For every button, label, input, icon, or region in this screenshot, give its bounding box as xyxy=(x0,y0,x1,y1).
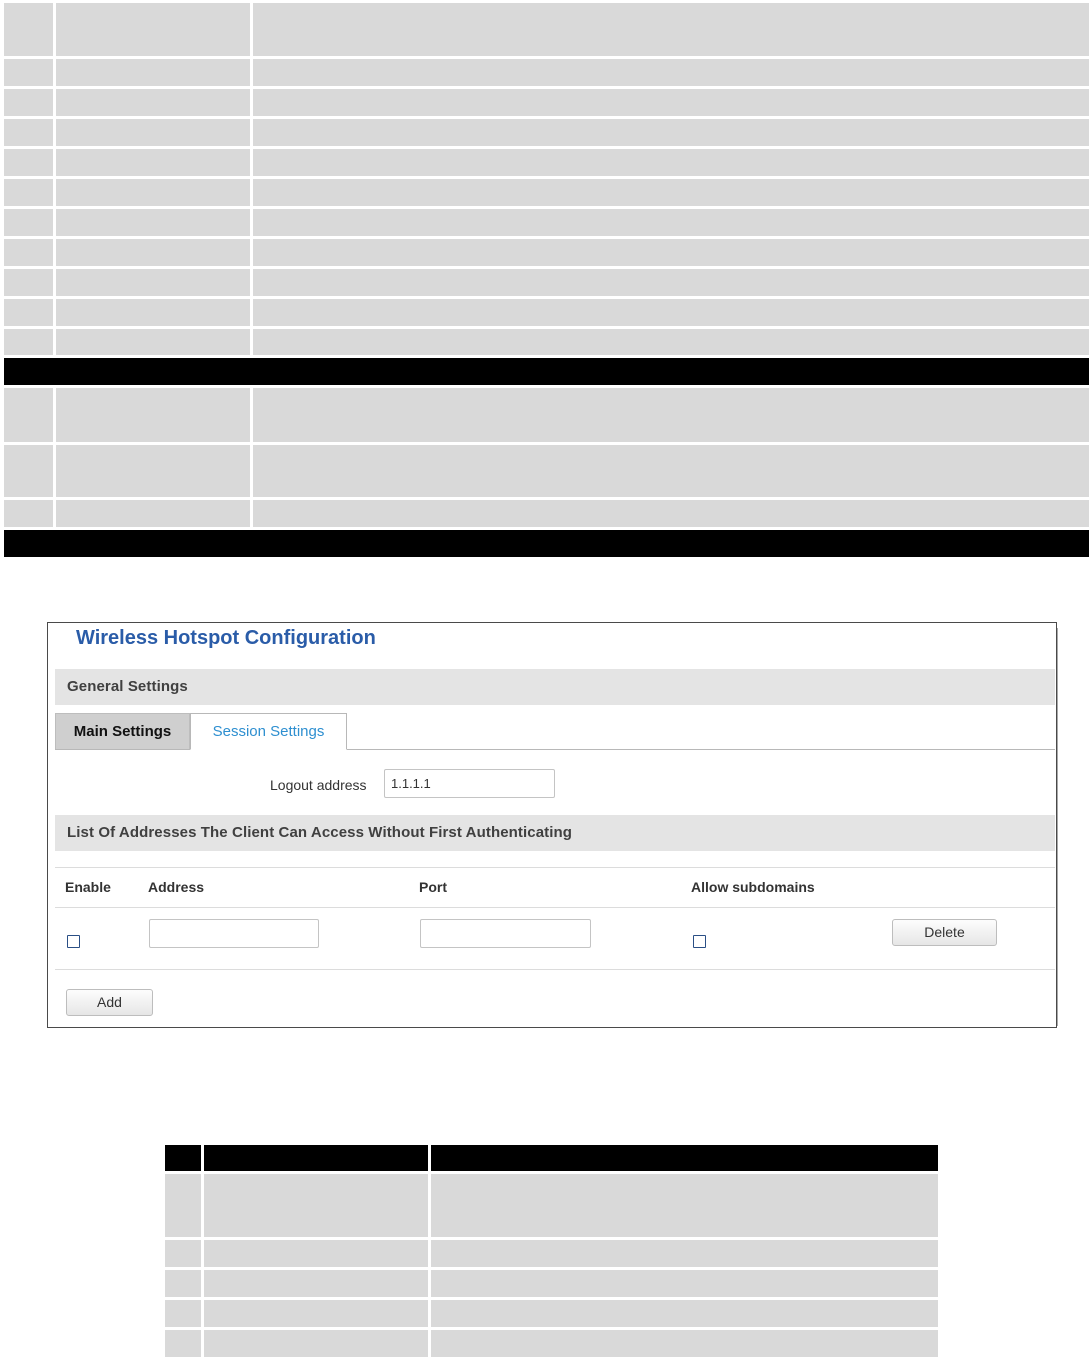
column-header-port: Port xyxy=(419,879,447,895)
divider xyxy=(55,969,1055,970)
add-button[interactable]: Add xyxy=(66,989,153,1016)
table-cell xyxy=(165,1174,201,1237)
tab-main-settings[interactable]: Main Settings xyxy=(55,713,190,749)
allow-subdomains-checkbox[interactable] xyxy=(693,935,706,948)
table-row xyxy=(4,3,1089,56)
general-settings-header: General Settings xyxy=(55,669,1055,705)
table-row xyxy=(4,89,1089,116)
table-cell xyxy=(431,1270,938,1297)
address-input[interactable] xyxy=(149,919,319,948)
table-row xyxy=(4,299,1089,326)
table-row xyxy=(4,239,1089,266)
table-cell xyxy=(204,1300,428,1327)
table-cell xyxy=(431,1174,938,1237)
hotspot-config-panel xyxy=(47,622,1057,1028)
table-header-cell xyxy=(431,1145,938,1171)
table-header-cell xyxy=(165,1145,201,1171)
table-cell xyxy=(165,1330,201,1357)
table-row xyxy=(4,119,1089,146)
table-row xyxy=(4,500,1089,527)
page-title: Wireless Hotspot Configuration xyxy=(76,627,376,649)
column-header-address: Address xyxy=(148,879,205,895)
table-cell xyxy=(431,1300,938,1327)
table-cell xyxy=(431,1240,938,1267)
column-header-allow-subdomains: Allow subdomains xyxy=(691,879,815,895)
table-cell xyxy=(431,1330,938,1357)
table-cell xyxy=(204,1270,428,1297)
table-section-divider xyxy=(4,530,1089,557)
divider xyxy=(55,867,1055,868)
table-cell xyxy=(204,1240,428,1267)
enable-checkbox[interactable] xyxy=(67,935,80,948)
table-row xyxy=(4,269,1089,296)
table-cell xyxy=(165,1300,201,1327)
logout-address-label: Logout address xyxy=(270,777,367,793)
table-row xyxy=(4,388,1089,442)
table-row xyxy=(4,179,1089,206)
delete-button[interactable]: Delete xyxy=(892,919,997,946)
list-header: List Of Addresses The Client Can Access Without First Authenticating xyxy=(55,815,1055,851)
divider xyxy=(55,907,1055,908)
table-cell xyxy=(204,1330,428,1357)
table-cell xyxy=(165,1270,201,1297)
port-input[interactable] xyxy=(420,919,591,948)
table-cell xyxy=(165,1240,201,1267)
table-row xyxy=(4,445,1089,497)
table-cell xyxy=(204,1174,428,1237)
logout-address-input[interactable] xyxy=(384,769,555,798)
column-header-enable: Enable xyxy=(65,879,111,895)
table-row xyxy=(4,149,1089,176)
tab-session-settings[interactable]: Session Settings xyxy=(190,713,347,750)
table-row xyxy=(4,329,1089,355)
table-header-cell xyxy=(204,1145,428,1171)
table-section-divider xyxy=(4,358,1089,385)
table-row xyxy=(4,209,1089,236)
table-row xyxy=(4,59,1089,86)
